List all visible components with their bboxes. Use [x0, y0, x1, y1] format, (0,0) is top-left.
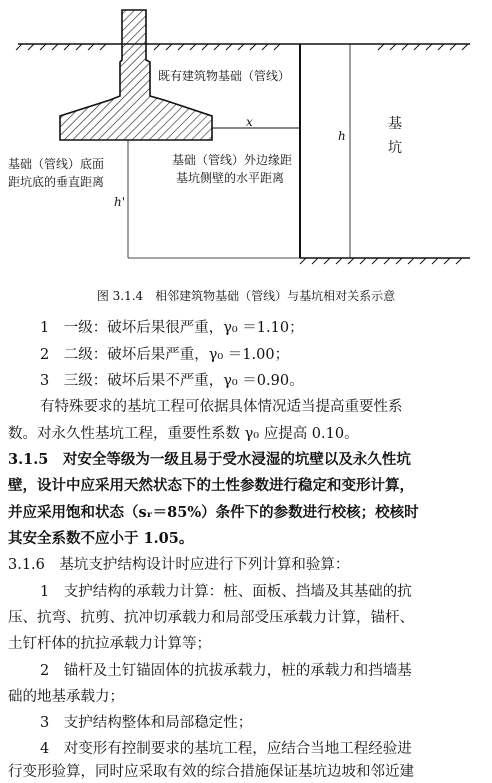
vertical-distance-label-line1: 基础（管线）底面 [8, 157, 105, 171]
clause-3-1-6-item-2: 2 锚杆及土钉锚固体的抗拔承载力，桩的承载力和挡墙基 [40, 663, 412, 679]
paragraph-line: 有特殊要求的基坑工程可依据具体情况适当提高重要性系 [40, 399, 403, 415]
clause-3-1-6-item-1-cont: 土钉杆体的抗拉承载力计算等； [8, 636, 211, 652]
pit-bottom-hatching [300, 258, 462, 264]
clause-3-1-6-heading: 3.1.6 基坑支护结构设计时应进行下列计算和验算： [8, 557, 350, 573]
foundation-pit-diagram [0, 0, 492, 290]
diagram-drawing [0, 0, 492, 290]
clause-3-1-6-item-1: 1 支护结构的承载力计算：桩、面板、挡墙及其基础的抗 [40, 584, 412, 600]
pit-label-1: 基 [388, 116, 402, 132]
clause-3-1-6-item-1-cont: 压、抗弯、抗剪、抗冲切承载力和局部受压承载力计算，锚杆、 [8, 610, 414, 626]
paragraph-line: 数。对永久性基坑工程，重要性系数 γ₀ 应提高 0.10。 [8, 426, 359, 442]
clause-3-1-6-item-2-cont: 础的地基承载力； [8, 689, 124, 705]
x-label: x [246, 115, 253, 129]
clause-3-1-5-line: 其安全系数不应小于 1.05。 [8, 530, 194, 547]
clause-3-1-6-item-4-cont: 行变形验算，同时应采取有效的综合措施保证基坑边坡和邻近建 [8, 764, 414, 780]
clause-3-1-6-item-3: 3 支护结构整体和局部稳定性； [40, 715, 253, 731]
clause-3-1-5-line: 壁，设计中应采用天然状态下的土性参数进行稳定和变形计算， [8, 477, 414, 494]
level-2-item: 2 二级：破坏后果严重，γ₀ ＝1.00； [40, 347, 290, 363]
existing-foundation-label: 既有建筑物基础（管线） [158, 69, 291, 83]
horizontal-distance-label-line1: 基础（管线）外边缘距 [172, 153, 293, 167]
vertical-distance-label-line2: 距坑底的垂直距离 [8, 175, 105, 189]
clause-3-1-5-line: 3.1.5 对安全等级为一级且易于受水浸湿的坑壁以及永久性坑 [8, 451, 411, 468]
level-3-item: 3 三级：破坏后果不严重，γ₀ ＝0.90。 [40, 373, 304, 389]
ground-hatching [16, 44, 468, 50]
clause-3-1-5-line: 并应采用饱和状态（sᵣ＝85%）条件下的参数进行校核；校核时 [8, 504, 419, 521]
pit-label-2: 坑 [388, 140, 402, 156]
h-label: h [338, 129, 346, 143]
figure-caption: 图 3.1.4 相邻建筑物基础（管线）与基坑相对关系示意 [96, 289, 396, 303]
clause-3-1-6-item-4: 4 对变形有控制要求的基坑工程，应结合当地工程经验进 [40, 741, 412, 757]
level-1-item: 1 一级：破坏后果很严重，γ₀ ＝1.10； [40, 320, 304, 336]
h-prime-label: h' [114, 195, 126, 209]
horizontal-distance-label-line2: 基坑侧壁的水平距离 [176, 171, 285, 185]
